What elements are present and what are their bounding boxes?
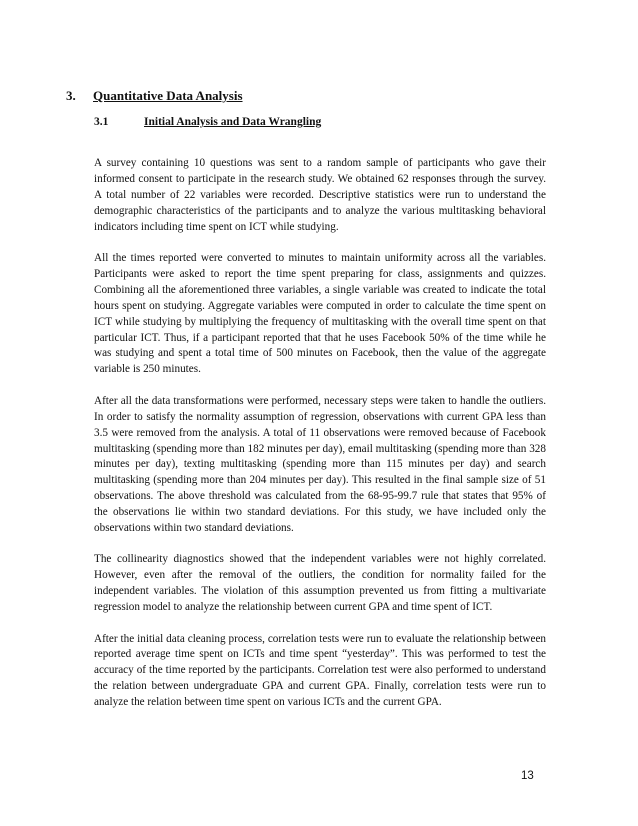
section-title: Quantitative Data Analysis (93, 88, 243, 103)
body-text (94, 156, 546, 727)
section-number: 3. (66, 88, 76, 103)
paragraph-time-conversion: All the times reported were converted to minutes to maintain uniformity across all the variables. Participants were asked to report the time spent preparing for class, assignments and quizzes. Combining all the aforementioned three variables, a single variable was created to indicate the total hours spent on studying. Aggregate variables were computed in order to calculate the time spent on ICT while studying by multiplying the frequency of multitasking with the overall time spent on that particular ICT. Thus, if a participant reported that that he uses Facebook 50% of the time while he was studying and spent a total time of 500 minutes on Facebook, then the value of the aggregate variable is 250 minutes. (94, 252, 546, 376)
paragraph-survey: A survey containing 10 questions was sent to a random sample of participants who gave their informed consent to participate in the research study. We obtained 62 responses through the survey. A total number of 22 variables were recorded. Descriptive statistics were run to understand the demographic characteristics of the participants and to analyze the various multitasking behavioral indicators including time spent on ICT while studying. (94, 157, 546, 233)
subsection-heading (94, 116, 321, 128)
paragraph-correlation: After the initial data cleaning process, correlation tests were run to evaluate the relationship between reported average time spent on ICTs and time spent “yesterday”. This was performed to test the accuracy of the time reported by the participants. Correlation test were also performed to understand the relation between undergraduate GPA and current GPA. Finally, correlation tests were run to analyze the relation between time spent on various ICTs and the current GPA. (94, 632, 546, 709)
page-number: 13 (521, 770, 534, 782)
paragraph-collinearity: The collinearity diagnostics showed that the independent variables were not highly correlated. However, even after the removal of the outliers, the condition for normality failed for the independent variables. The violation of this assumption prevented us from fitting a multivariate regression model to analyze the relationship between current GPA and time spent of ICT. (94, 553, 546, 614)
subsection-number: 3.1 (94, 116, 109, 128)
paragraph-outliers: After all the data transformations were performed, necessary steps were taken to handle the outliers. In order to satisfy the normality assumption of regression, observations with current GPA less than 3.5 were removed from the analysis. A total of 11 observations were removed because of Facebook multitasking (spending more than 182 minutes per day), email multitasking (spending more than 328 minutes per day), texting multitasking (spending more than 115 minutes per day) and search multitasking (spending more than 204 minutes per day). This resulted in the final sample size of 51 observations. The above threshold was calculated from the 68-95-99.7 rule that states that 95% of the observations lie within two standard deviations. For this study, we have included only the observations within two standard deviations. (94, 394, 546, 535)
section-heading (66, 88, 243, 104)
subsection-title: Initial Analysis and Data Wrangling (144, 116, 322, 128)
